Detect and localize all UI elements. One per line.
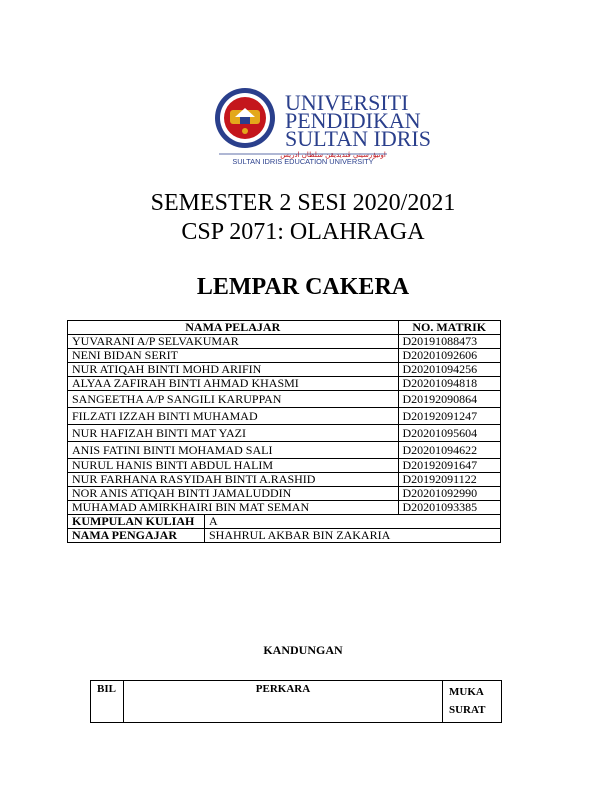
semester-heading: SEMESTER 2 SESI 2020/2021 [150, 190, 456, 216]
assignment-title: LEMPAR CAKERA [196, 274, 410, 300]
student-matric: D20201093385 [398, 501, 500, 515]
col-matric-header: NO. MATRIK [398, 321, 500, 335]
table-row [68, 459, 501, 473]
student-name: FILZATI IZZAH BINTI MUHAMAD [68, 408, 399, 425]
col-muka-header [443, 681, 502, 723]
student-matric: D20201095604 [398, 425, 500, 442]
col-bil-header: BIL [91, 681, 124, 723]
kumpulan-row [68, 515, 501, 529]
table-header-row [68, 321, 501, 335]
kumpulan-value: A [205, 515, 501, 529]
student-name: YUVARANI A/P SELVAKUMAR [68, 335, 399, 349]
logo-line1: UNIVERSITI [285, 90, 409, 115]
student-name: ANIS FATINI BINTI MOHAMAD SALI [68, 442, 399, 459]
student-matric: D20192090864 [398, 391, 500, 408]
student-name: NENI BIDAN SERIT [68, 349, 399, 363]
table-row [68, 349, 501, 363]
student-matric: D20201092606 [398, 349, 500, 363]
table-row [68, 408, 501, 425]
logo-english: SULTAN IDRIS EDUCATION UNIVERSITY [232, 157, 374, 166]
table-row [68, 363, 501, 377]
logo-line2: PENDIDIKAN [285, 108, 421, 133]
contents-heading: KANDUNGAN [263, 643, 343, 657]
logo-jawi: اونيۏرسيتي ڤنديديقن سلطان ادريس [280, 151, 386, 159]
student-matric: D20201094622 [398, 442, 500, 459]
student-table [67, 320, 501, 543]
table-row [68, 425, 501, 442]
student-name: NUR HAFIZAH BINTI MAT YAZI [68, 425, 399, 442]
student-matric: D20201094818 [398, 377, 500, 391]
table-row [68, 391, 501, 408]
pengajar-value: SHAHRUL AKBAR BIN ZAKARIA [205, 529, 501, 543]
logo-line3: SULTAN IDRIS [285, 126, 431, 151]
student-name: NUR ATIQAH BINTI MOHD ARIFIN [68, 363, 399, 377]
student-matric: D20201094256 [398, 363, 500, 377]
kumpulan-label: KUMPULAN KULIAH [68, 515, 205, 529]
student-matric: D20191088473 [398, 335, 500, 349]
student-matric: D20192091122 [398, 473, 500, 487]
student-matric: D20201092990 [398, 487, 500, 501]
col-muka-line1: MUKA [449, 686, 484, 698]
student-name: ALYAA ZAFIRAH BINTI AHMAD KHASMI [68, 377, 399, 391]
pengajar-row [68, 529, 501, 543]
col-perkara-header: PERKARA [124, 681, 443, 723]
student-matric: D20192091647 [398, 459, 500, 473]
pengajar-label: NAMA PENGAJAR [68, 529, 205, 543]
table-row [68, 487, 501, 501]
table-row [68, 442, 501, 459]
student-matric: D20192091247 [398, 408, 500, 425]
contents-table [90, 680, 502, 723]
upsi-crest-icon [213, 84, 431, 166]
table-row [68, 501, 501, 515]
student-name: NURUL HANIS BINTI ABDUL HALIM [68, 459, 399, 473]
student-name: NOR ANIS ATIQAH BINTI JAMALUDDIN [68, 487, 399, 501]
student-name: SANGEETHA A/P SANGILI KARUPPAN [68, 391, 399, 408]
student-name: NUR FARHANA RASYIDAH BINTI A.RASHID [68, 473, 399, 487]
col-muka-line2: SURAT [449, 704, 486, 716]
table-row [68, 473, 501, 487]
contents-header-row [91, 681, 502, 723]
student-name: MUHAMAD AMIRKHAIRI BIN MAT SEMAN [68, 501, 399, 515]
table-row [68, 377, 501, 391]
col-name-header: NAMA PELAJAR [68, 321, 399, 335]
university-logo [213, 84, 431, 166]
course-heading: CSP 2071: OLAHRAGA [181, 219, 425, 245]
table-row [68, 335, 501, 349]
